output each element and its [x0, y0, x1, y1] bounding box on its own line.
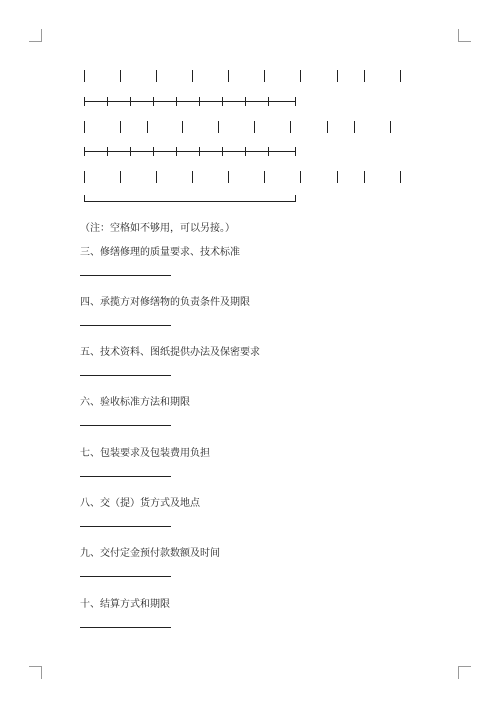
row-border-tick	[245, 147, 246, 156]
section-title: 七、包装要求及包装费用负担	[80, 448, 210, 459]
cell-border	[192, 70, 193, 82]
section-title: 六、验收标准方法和期限	[80, 397, 190, 408]
cell-border	[364, 70, 365, 82]
cell-border	[254, 121, 255, 133]
row-border-tick	[84, 147, 85, 156]
cell-border	[192, 171, 193, 183]
row-border-tick	[130, 147, 131, 156]
row-border-tick	[84, 97, 85, 106]
cell-border	[182, 121, 183, 133]
section-title: 五、技术资料、图纸提供办法及保密要求	[80, 347, 260, 358]
cell-border	[264, 171, 265, 183]
cell-border	[300, 171, 301, 183]
row-border-tick	[84, 195, 85, 202]
row-border-tick	[295, 97, 296, 106]
cell-border	[147, 121, 148, 133]
row-border-tick	[199, 147, 200, 156]
row-border	[84, 201, 296, 202]
cell-border	[120, 171, 121, 183]
row-border-tick	[245, 97, 246, 106]
fill-in-blank[interactable]	[80, 627, 171, 628]
cell-border	[327, 121, 328, 133]
row-border-tick	[222, 97, 223, 106]
row-border-tick	[268, 147, 269, 156]
cell-border	[218, 121, 219, 133]
row-border-tick	[130, 97, 131, 106]
section-packaging	[80, 447, 420, 461]
cell-border	[390, 121, 391, 133]
fill-in-blank[interactable]	[80, 275, 171, 276]
row-border-tick	[222, 147, 223, 156]
row-border-tick	[107, 97, 108, 106]
fill-in-blank[interactable]	[80, 425, 171, 426]
row-border-tick	[176, 97, 177, 106]
section-title: 十、结算方式和期限	[80, 599, 170, 610]
cell-border	[354, 121, 355, 133]
cell-border	[120, 121, 121, 133]
fill-in-blank[interactable]	[80, 526, 171, 527]
section-delivery	[80, 497, 420, 511]
cell-border	[400, 171, 401, 183]
row-border-tick	[107, 147, 108, 156]
row-border-tick	[153, 97, 154, 106]
cell-border	[156, 70, 157, 82]
section-title: 九、交付定金预付款数额及时间	[80, 548, 220, 559]
cell-border	[300, 70, 301, 82]
cell-border	[400, 70, 401, 82]
row-border-tick	[268, 97, 269, 106]
section-title: 八、交（提）货方式及地点	[80, 498, 200, 509]
table-note: （注：空格如不够用，可以另接。）	[80, 223, 235, 234]
section-settlement	[80, 598, 420, 612]
cell-border	[290, 121, 291, 133]
fill-in-blank[interactable]	[80, 375, 171, 376]
cell-border	[337, 171, 338, 183]
row-border	[84, 151, 296, 152]
row-border-tick	[199, 97, 200, 106]
cell-border	[84, 121, 85, 133]
section-deposit	[80, 547, 420, 561]
cell-border	[264, 70, 265, 82]
table-rows-remnant	[0, 0, 500, 215]
cell-border	[84, 70, 85, 82]
fill-in-blank[interactable]	[80, 325, 171, 326]
cell-border	[228, 70, 229, 82]
crop-mark-bottom-right	[458, 666, 471, 679]
cell-border	[120, 70, 121, 82]
cell-border	[156, 171, 157, 183]
section-acceptance	[80, 396, 420, 410]
section-liability-terms	[80, 296, 420, 310]
section-title: 三、修缮修理的质量要求、技术标准	[80, 247, 240, 258]
cell-border	[337, 70, 338, 82]
section-technical-documents	[80, 346, 420, 360]
row-border-tick	[176, 147, 177, 156]
cell-border	[228, 171, 229, 183]
cell-border	[84, 171, 85, 183]
fill-in-blank[interactable]	[80, 576, 171, 577]
section-quality-standard	[80, 246, 420, 260]
crop-mark-bottom-left	[29, 666, 42, 679]
cell-border	[364, 171, 365, 183]
row-border-tick	[295, 195, 296, 202]
fill-in-blank[interactable]	[80, 476, 171, 477]
row-border-tick	[153, 147, 154, 156]
row-border	[84, 101, 296, 102]
section-title: 四、承揽方对修缮物的负责条件及期限	[80, 297, 250, 308]
row-border-tick	[295, 147, 296, 156]
